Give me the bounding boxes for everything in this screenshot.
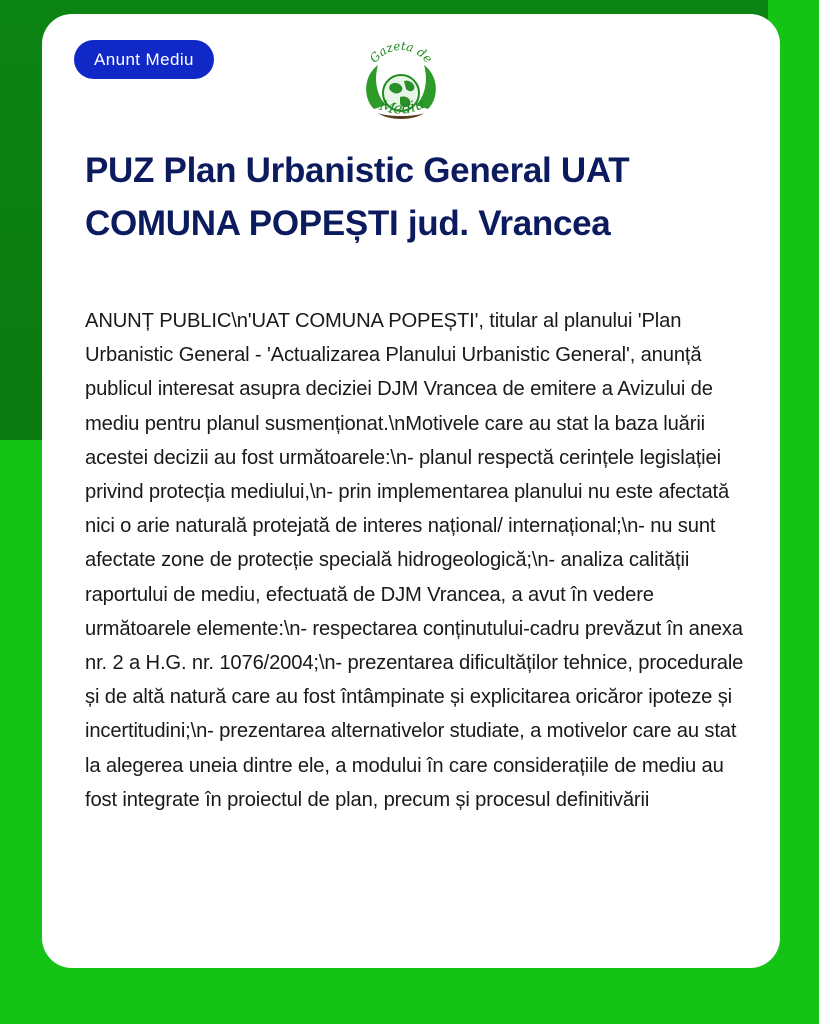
gazeta-de-mediu-logo <box>360 39 442 133</box>
article-body: ANUNȚ PUBLIC\n'UAT COMUNA POPEȘTI', titular al planului 'Plan Urbanistic General - 'Actualizarea Planului Urbanistic General', anunță publicul interesat asupra deciziei DJM Vrancea de emitere a Avizului de mediu pentru planul susmenționat.\nMotivele care au stat la baza luării acestei decizii au fost următoarele:\n- planul respectă cerințele legislației privind protecția mediului,\n- prin implementarea planului nu este afectată nici o arie naturală protejată de interes național/ internațional;\n- nu sunt afectate zone de protecție specială hidrogeologică;\n- analiza calității raportului de mediu, efectuată de DJM Vrancea, a avut în vedere următoarele elemente:\n- respectarea conținutului-cadru prevăzut în anexa nr. 2 a H.G. nr. 1076/2004;\n- prezentarea dificultăților tehnice, procedurale și de altă natură care au fost întâmpinate și explicitarea oricăror ipoteze și incertitudini;\n- prezentarea alternativelor studiate, a motivelor care au stat la alegerea uneia dintre ele, a modului în care considerațiile de mediu au fost integrate în proiectul de plan, precum și procesul definitivării <box>85 310 744 811</box>
article-title: PUZ Plan Urbanistic General UAT COMUNA POPEȘTI jud. Vrancea <box>85 151 630 243</box>
svg-text:Gazeta de <box>367 39 435 66</box>
category-badge[interactable]: Anunt Mediu <box>74 40 214 79</box>
logo-bottom-text: Mediu <box>377 94 427 118</box>
announcement-card <box>42 14 780 968</box>
logo-top-text: Gazeta de <box>366 39 436 66</box>
